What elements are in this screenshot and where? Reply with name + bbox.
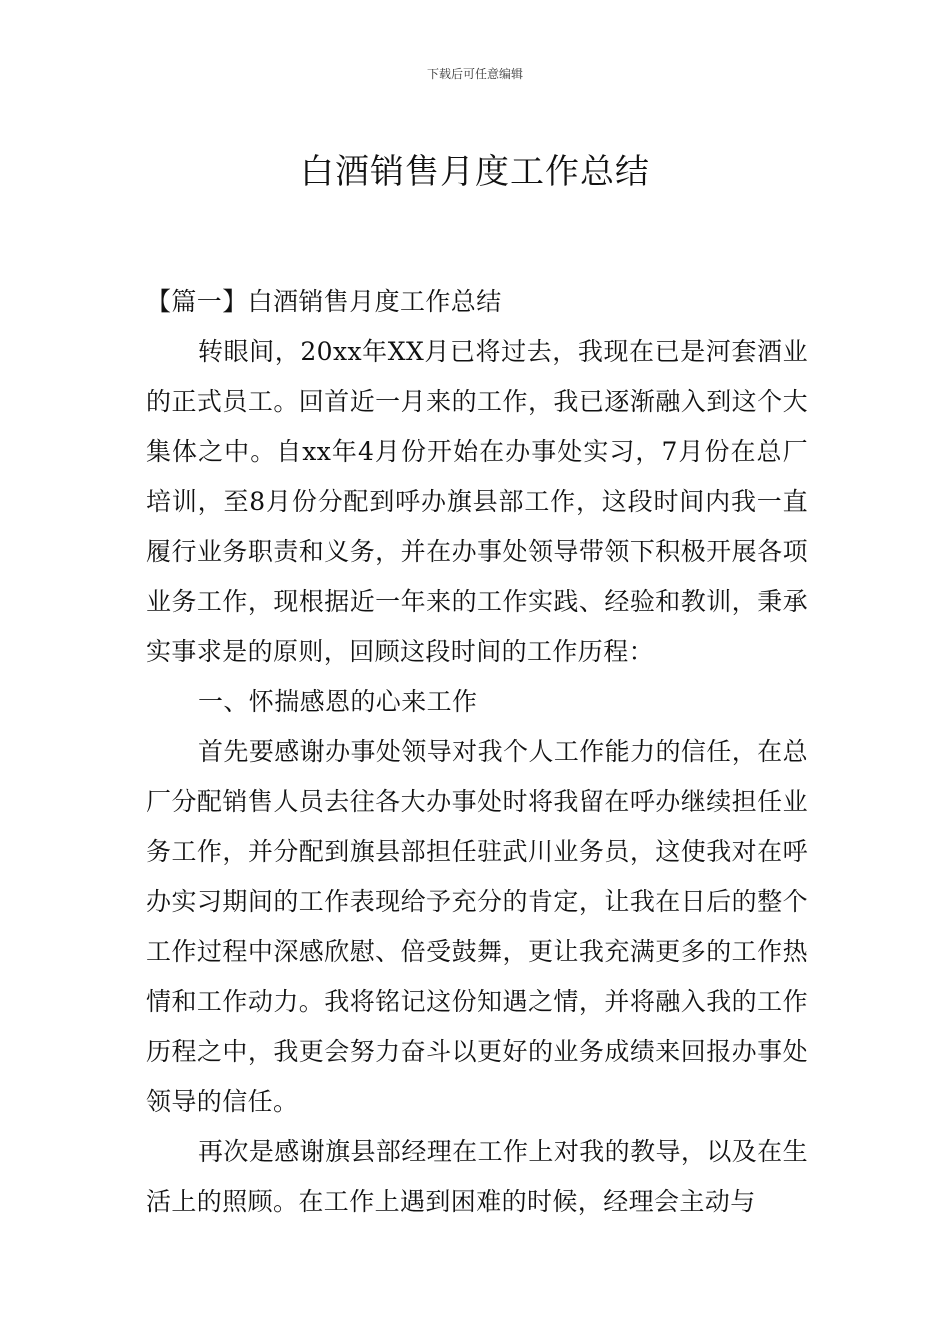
subheading-gratitude: 一、怀揣感恩的心来工作 (198, 687, 478, 716)
section-heading: 【篇一】白酒销售月度工作总结 (146, 287, 502, 316)
paragraph-intro: 转眼间，20xx年XX月已将过去，我现在已是河套酒业的正式员工。回首近一月来的工作，我已逐渐融入到这个大集体之中。自xx年4月份开始在办事处实习，7月份在总厂培训，至8月份分配到呼办旗县部工作，这段时间内我一直履行业务职责和义务，并在办事处领导带领下积极开展各项业务工作，现根据近一年来的工作实践、经验和教训，秉承实事求是的原则，回顾这段时间的工作历程： (146, 337, 808, 666)
header-note: 下载后可任意编辑 (426, 67, 523, 81)
document-title: 白酒销售月度工作总结 (300, 151, 650, 192)
paragraph-thanks-office: 首先要感谢办事处领导对我个人工作能力的信任，在总厂分配销售人员去往各大办事处时将我留在呼办继续担任业务工作，并分配到旗县部担任驻武川业务员，这使我对在呼办实习期间的工作表现给予充分的肯定，让我在日后的整个工作过程中深感欣慰、倍受鼓舞，更让我充满更多的工作热情和工作动力。我将铭记这份知遇之情，并将融入我的工作历程之中，我更会努力奋斗以更好的业务成绩来回报办事处领导的信任。 (146, 737, 808, 1116)
paragraph-thanks-manager: 再次是感谢旗县部经理在工作上对我的教导，以及在生活上的照顾。在工作上遇到困难的时候，经理会主动与 (146, 1137, 808, 1216)
document-body (146, 277, 808, 1227)
